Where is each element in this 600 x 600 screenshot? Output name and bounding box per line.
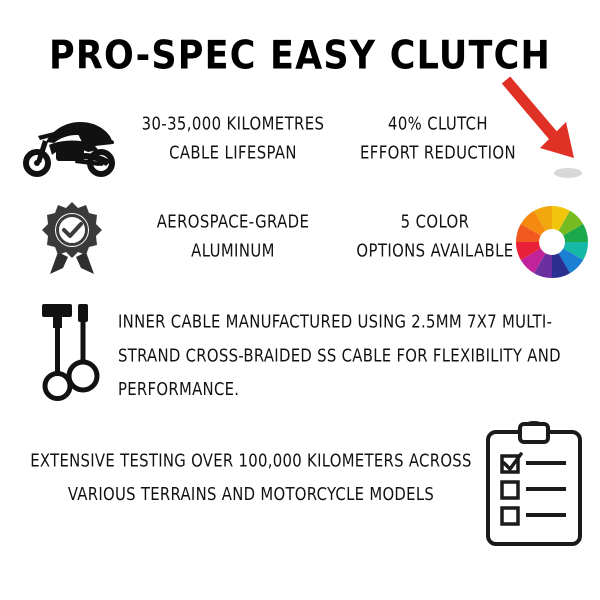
downward-arrow-icon [500, 74, 590, 184]
feature-3-text: AEROSPACE-GRADE ALUMINUM [156, 211, 310, 261]
quality-badge-icon [38, 200, 106, 276]
feature-1-text: 30-35,000 KILOMETRES CABLE LIFESPAN [141, 113, 325, 163]
feature-2-text: 40% CLUTCH EFFORT REDUCTION [359, 113, 516, 163]
motorcycle-icon [16, 112, 120, 178]
feature-4-text: 5 COLOR OPTIONS AVAILABLE [356, 211, 514, 261]
page-title: PRO-SPEC EASY CLUTCH [49, 34, 551, 79]
testing-description-text: EXTENSIVE TESTING OVER 100,000 KILOMETERS ACROSS VARIOUS TERRAINS AND MOTORCYCLE MODELS [30, 450, 472, 505]
cable-description-text: INNER CABLE MANUFACTURED USING 2.5MM 7X7 MULTI- STRAND CROSS-BRAIDED SS CABLE FOR FLEXIBILITY AND PERFORMANCE. [118, 311, 561, 400]
clutch-cable-icon [34, 300, 108, 406]
color-wheel-icon [514, 204, 590, 280]
clipboard-checklist-icon [478, 416, 590, 556]
